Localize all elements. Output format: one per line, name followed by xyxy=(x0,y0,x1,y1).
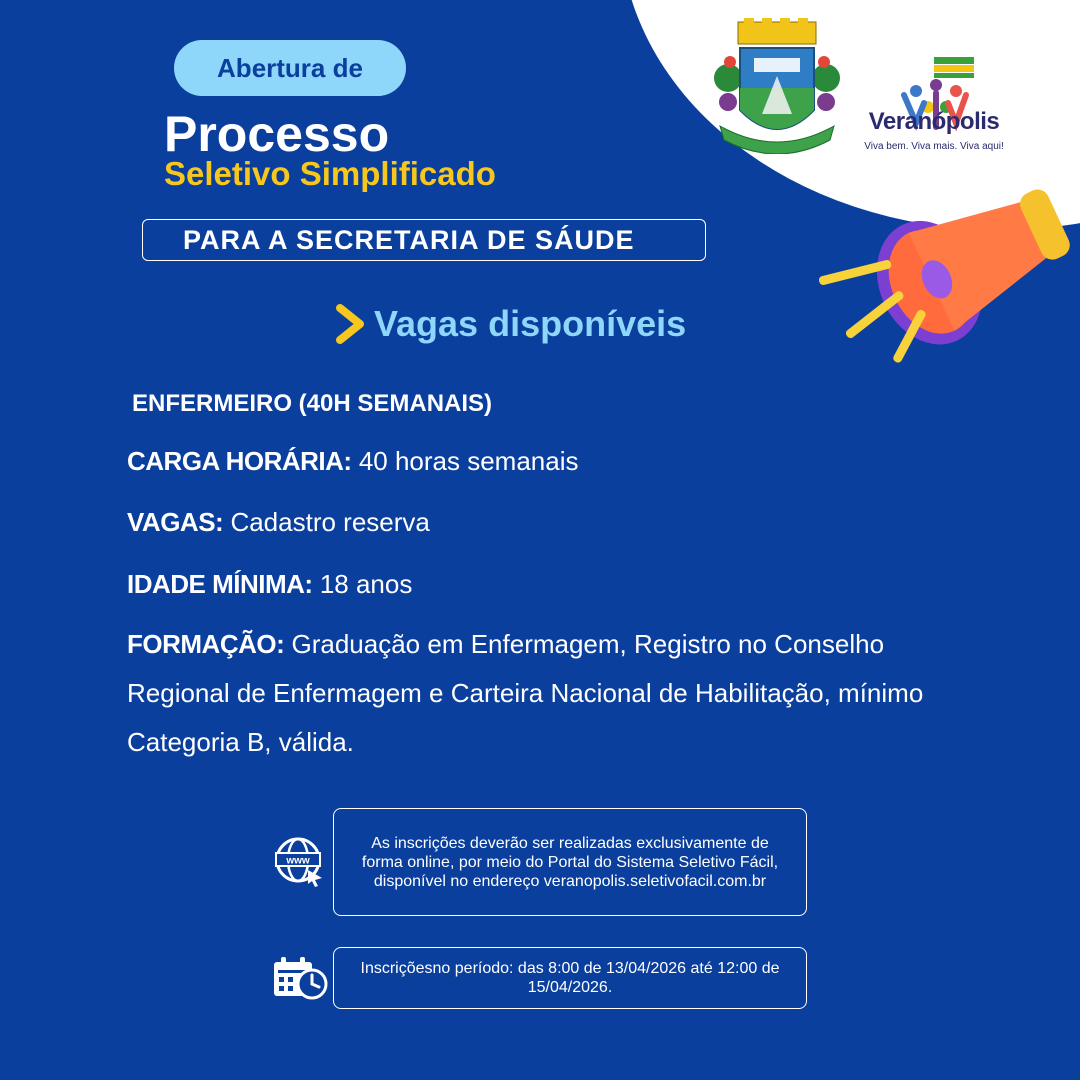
carga-row xyxy=(127,436,579,486)
vagas-label: VAGAS: xyxy=(127,507,224,537)
idade-label: IDADE MÍNIMA: xyxy=(127,569,313,599)
period-info-box xyxy=(333,947,807,1009)
period-info-text: Inscriçõesno período: das 8:00 de 13/04/2026 até 12:00 de 15/04/2026. xyxy=(360,960,780,996)
idade-value: 18 anos xyxy=(319,569,413,599)
idade-row xyxy=(127,559,412,609)
online-info-box xyxy=(333,808,807,916)
page-title: Processo xyxy=(164,106,390,162)
formacao-value: Graduação em Enfermagem, Registro no Conselho Regional de Enfermagem e Carteira Nacional de Habilitação, mínimo Categoria B, válida. xyxy=(127,629,924,757)
header-pill: Abertura de xyxy=(174,40,406,96)
department-box xyxy=(142,219,706,261)
brand-name: Veranópolis xyxy=(868,108,1000,135)
coat-of-arms-icon xyxy=(710,18,844,154)
carga-value: 40 horas semanais xyxy=(358,446,579,476)
vagas-row xyxy=(127,497,430,547)
formacao-label: FORMAÇÃO: xyxy=(127,629,285,659)
formacao-block xyxy=(127,620,967,767)
section-title: Vagas disponíveis xyxy=(374,303,687,344)
online-info-text: As inscrições deverão ser realizadas exclusivamente de forma online, por meio do Portal do Sistema Seletivo Fácil, disponível no endereço veranopolis.seletivofacil.com.br xyxy=(361,834,779,890)
vagas-value: Cadastro reserva xyxy=(230,507,430,537)
chevron-right-icon xyxy=(336,304,366,344)
carga-label: CARGA HORÁRIA: xyxy=(127,446,352,476)
department-label: PARA A SECRETARIA DE SÁUDE xyxy=(183,224,635,255)
section-heading xyxy=(336,298,686,350)
web-icon-label: www xyxy=(286,855,310,867)
page-subtitle: Seletivo Simplificado xyxy=(164,155,496,192)
brand-tagline: Viva bem. Viva mais. Viva aqui! xyxy=(864,141,1004,152)
job-role: ENFERMEIRO (40H SEMANAIS) xyxy=(132,390,493,417)
megaphone-icon xyxy=(810,160,1080,370)
calendar-clock-icon xyxy=(272,956,328,1000)
globe-web-icon xyxy=(274,836,326,888)
